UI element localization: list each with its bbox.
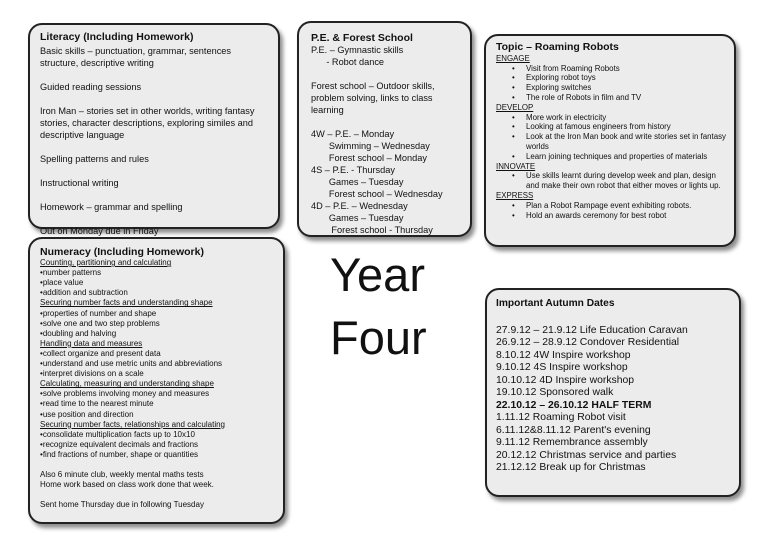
pe-schedule-line: 4S – P.E. - Thursday (311, 165, 395, 175)
numeracy-list-item: • read time to the nearest minute (40, 399, 275, 409)
numeracy-section-heading: Securing number facts and understanding shape (40, 298, 213, 308)
pe-schedule-line: 4D – P.E. – Wednesday (311, 201, 408, 211)
topic-list-item: • Plan a Robot Rampage event exhibiting robots. (496, 201, 726, 211)
numeracy-list-item: • collect organize and present data (40, 349, 275, 359)
numeracy-panel (28, 237, 285, 524)
heading-line: Year (330, 248, 425, 301)
date-item: 19.10.12 Sponsored walk (496, 387, 614, 398)
pe-schedule-line: Forest school - Thursday (311, 225, 433, 235)
topic-list-item: • Visit from Roaming Robots (496, 64, 726, 74)
numeracy-section-heading: Calculating, measuring and understanding shape (40, 379, 214, 389)
literacy-basic-skills: Basic skills – punctuation, grammar, sentences structure, descriptive writing (40, 46, 231, 68)
pe-forest-school: Forest school – Outdoor skills, problem solving, links to class learning (311, 81, 435, 115)
numeracy-list-item: • consolidate multiplication facts up to 10x10 (40, 430, 275, 440)
pe-schedule-line: Forest school – Monday (311, 153, 427, 163)
date-item: 10.10.12 4D Inspire workshop (496, 374, 635, 386)
numeracy-extra: Also 6 minute club, weekly mental maths tests (40, 469, 204, 479)
pe-schedule-line: Forest school – Wednesday (311, 189, 443, 199)
topic-list-item: • Exploring switches (496, 83, 726, 93)
date-item: 9.10.12 4S Inspire workshop (496, 362, 628, 373)
date-item: 26.9.12 – 28.9.12 Condover Residential (496, 337, 680, 348)
literacy-guided-reading: Guided reading sessions (40, 82, 142, 92)
numeracy-list-item: • solve problems involving money and measures (40, 389, 275, 399)
numeracy-list-item: • recognize equivalent decimals and fractions (40, 440, 275, 450)
date-item: 27.9.12 – 21.9.12 Life Education Caravan (496, 324, 688, 336)
pe-schedule-line: Games – Tuesday (311, 213, 404, 223)
literacy-due: Out on Monday due in Friday (40, 226, 159, 236)
date-item: 20.12.12 Christmas service and parties (496, 449, 677, 461)
numeracy-section-heading: Securing number facts, relationships and calculating (40, 419, 225, 429)
topic-section-heading: ENGAGE (496, 53, 530, 63)
year-four-heading (330, 243, 427, 369)
date-item: 21.12.12 Break up for Christmas (496, 462, 646, 473)
literacy-panel (28, 23, 280, 236)
numeracy-list-item: • number patterns (40, 268, 275, 278)
numeracy-list-item: • interpret divisions on a scale (40, 369, 275, 379)
topic-section-heading: DEVELOP (496, 102, 534, 112)
topic-section-heading: INNOVATE (496, 161, 536, 171)
date-item: 22.10.12 – 26.10.12 HALF TERM (496, 399, 652, 411)
literacy-homework: Homework – grammar and spelling (40, 202, 183, 212)
numeracy-list-item: • addition and subtraction (40, 288, 275, 298)
date-item: 1.11.12 Roaming Robot visit (496, 412, 626, 423)
numeracy-list-item: • solve one and two step problems (40, 319, 275, 329)
pe-line: P.E. – Gymnastic skills (311, 45, 404, 55)
pe-title: P.E. & Forest School (311, 32, 413, 44)
pe-forest-panel (297, 21, 472, 237)
numeracy-list-item: • doubling and halving (40, 329, 275, 339)
numeracy-list-item: • understand and use metric units and abbreviations (40, 359, 275, 369)
heading-line: Four (330, 311, 427, 364)
numeracy-section-heading: Handling data and measures (40, 338, 143, 348)
numeracy-list-item: • place value (40, 278, 275, 288)
topic-list-item: • Looking at famous engineers from history (496, 122, 726, 132)
dates-list (496, 325, 731, 475)
numeracy-title: Numeracy (Including Homework) (40, 246, 204, 258)
topic-list-item: • Use skills learnt during develop week and plan, design and make their own robot that either moves or lights up. (496, 171, 726, 191)
date-item: 8.10.12 4W Inspire workshop (496, 349, 631, 361)
dates-title: Important Autumn Dates (496, 298, 615, 309)
topic-list-item: • More work in electricity (496, 113, 726, 123)
numeracy-section-heading: Counting, partitioning and calculating (40, 258, 172, 268)
topic-section-heading: EXPRESS (496, 190, 534, 200)
numeracy-extra: Home work based on class work done that week. (40, 480, 214, 490)
literacy-iron-man: Iron Man – stories set in other worlds, writing fantasy stories, character descriptions, exploring similes and descriptive language (40, 106, 255, 140)
pe-line: - Robot dance (311, 57, 385, 67)
date-item: 9.11.12 Remembrance assembly (496, 437, 648, 448)
numeracy-list-item: • use position and direction (40, 410, 275, 420)
dates-panel (485, 288, 741, 497)
topic-list-item: • Look at the Iron Man book and write stories set in fantasy worlds (496, 132, 726, 152)
topic-title: Topic – Roaming Robots (496, 41, 619, 53)
pe-schedule-line: Games – Tuesday (311, 177, 404, 187)
pe-schedule-line: Swimming – Wednesday (311, 141, 430, 151)
topic-list-item: • Exploring robot toys (496, 73, 726, 83)
literacy-title: Literacy (Including Homework) (40, 31, 194, 43)
numeracy-due: Sent home Thursday due in following Tuesday (40, 500, 204, 510)
date-item: 6.11.12&8.11.12 Parent's evening (496, 424, 651, 436)
topic-panel (484, 34, 736, 247)
numeracy-list-item: • find fractions of number, shape or quantities (40, 450, 275, 460)
topic-list-item: • Hold an awards ceremony for best robot (496, 211, 726, 221)
topic-list-item: • The role of Robots in film and TV (496, 93, 726, 103)
numeracy-list-item: • properties of number and shape (40, 309, 275, 319)
pe-schedule-line: 4W – P.E. – Monday (311, 129, 395, 139)
topic-list-item: • Learn joining techniques and properties of materials (496, 152, 726, 162)
literacy-spelling: Spelling patterns and rules (40, 154, 149, 164)
literacy-instructional: Instructional writing (40, 178, 119, 188)
